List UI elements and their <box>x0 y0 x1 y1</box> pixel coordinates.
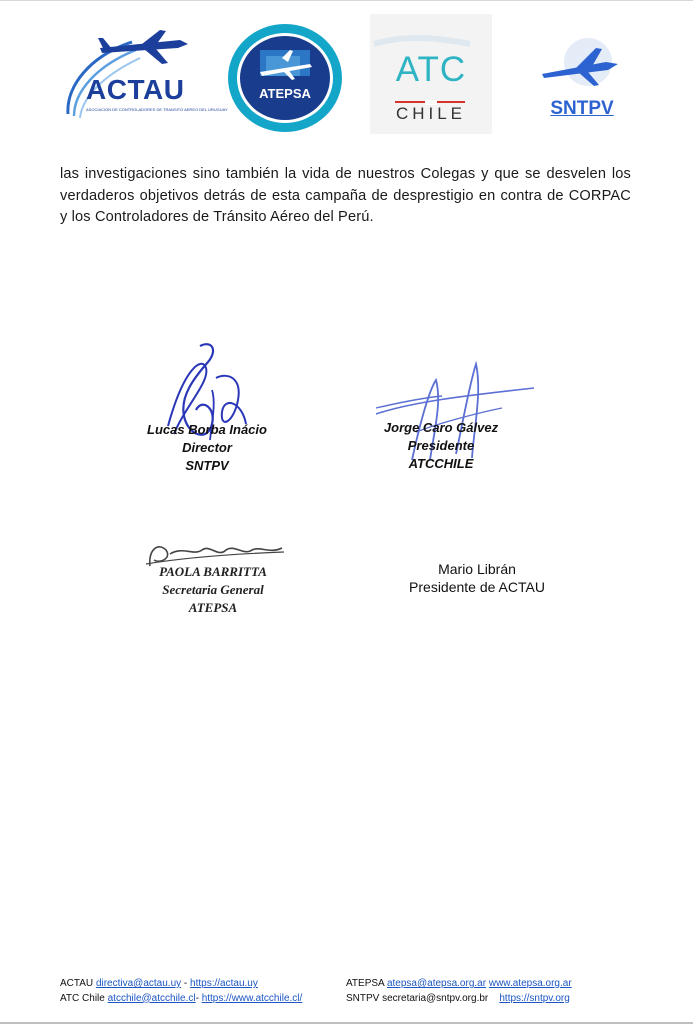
actau-website-link[interactable]: https://actau.uy <box>190 978 258 989</box>
footer-separator: - <box>181 978 191 989</box>
footer-label: ATC Chile <box>60 992 105 1004</box>
footer-atcchile-contact <box>60 992 302 1007</box>
sntpv-logo <box>536 34 628 130</box>
chile-logo-text: CHILE <box>395 104 467 123</box>
atcchile-website-link[interactable]: https://www.atcchile.cl/ <box>201 992 303 1004</box>
atepsa-website-link[interactable]: www.atepsa.org.ar <box>488 978 572 989</box>
atcchile-email-link[interactable]: atcchile@atcchile.cl <box>107 992 196 1004</box>
actau-logo-text: ACTAU <box>86 74 185 105</box>
atcchile-logo <box>370 14 492 134</box>
atepsa-logo-text: ATEPSA <box>259 86 311 101</box>
signer-name: Lucas Borba Inácio <box>147 422 267 437</box>
footer-row <box>60 977 660 992</box>
footer-row <box>60 992 660 1007</box>
signer-name: Jorge Caro Gálvez <box>383 420 499 435</box>
signer-name: Mario Librán <box>438 561 516 577</box>
signer-role: Presidente de ACTAU <box>409 579 545 595</box>
signature-block-atepsa <box>138 563 288 617</box>
atc-logo-text: ATC <box>395 50 467 89</box>
signature-block-atcchile <box>366 419 516 473</box>
signer-org: ATCCHILE <box>408 456 474 471</box>
footer-label: ACTAU <box>60 978 94 989</box>
signer-role: Secretaria General <box>162 582 264 597</box>
page-top-border <box>0 0 693 1</box>
signer-org: SNTPV <box>185 458 229 473</box>
sntpv-email: secretaria@sntpv.org.br <box>382 992 489 1004</box>
signer-role: Presidente <box>407 438 475 453</box>
footer-actau-contact <box>60 977 258 992</box>
footer-separator: - <box>195 992 202 1004</box>
sntpv-logo-text: SNTPV <box>550 98 614 119</box>
atepsa-email-link[interactable]: atepsa@atepsa.org.ar <box>386 978 487 989</box>
footer-sntpv-contact <box>346 992 570 1007</box>
actau-logo-caption: ASOCIACION DE CONTROLADORES DE TRANSITO AEREO DEL URUGUAY <box>86 107 228 112</box>
footer-label: SNTPV <box>346 992 380 1004</box>
signer-org: ATEPSA <box>188 600 238 615</box>
signer-name: PAOLA BARRITTA <box>159 564 267 579</box>
signature-block-sntpv <box>132 421 282 475</box>
signature-block-actau <box>392 560 562 596</box>
actau-email-link[interactable]: directiva@actau.uy <box>95 978 182 989</box>
atepsa-seal-icon <box>226 22 344 134</box>
signer-role: Director <box>182 440 232 455</box>
footer-contacts <box>60 977 660 1006</box>
sntpv-website-link[interactable]: https://sntpv.org <box>499 992 570 1004</box>
footer-atepsa-contact <box>346 977 572 992</box>
body-paragraph: las investigaciones sino también la vida de nuestros Colegas y que se desvelen los verdaderos objetivos detrás de esta campaña de desprestigio en contra de CORPAC y los Controladores de Tránsito Aéreo del Perú. <box>60 166 631 225</box>
atepsa-logo <box>226 22 344 134</box>
actau-logo <box>60 28 228 132</box>
footer-label: ATEPSA <box>346 978 385 989</box>
